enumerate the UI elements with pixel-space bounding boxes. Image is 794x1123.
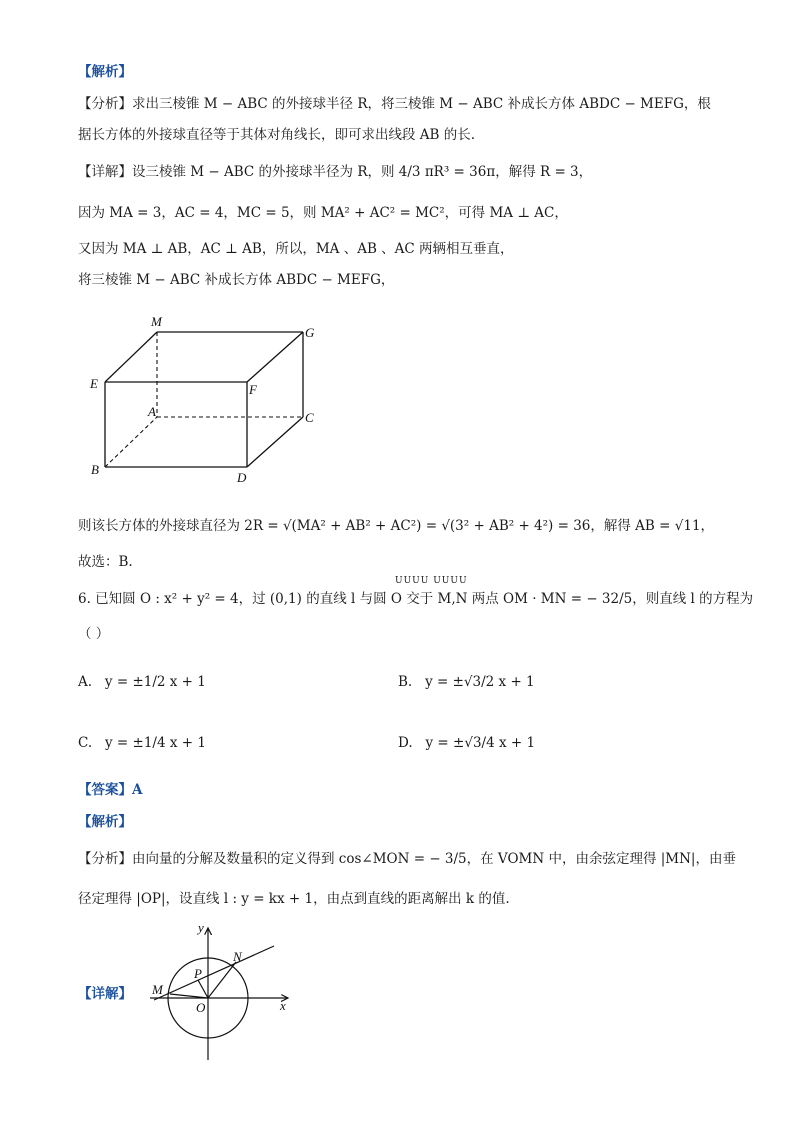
analysis-2-line-2: 径定理得 |OP|，设直线 l : y = kx + 1，由点到直线的距离解出 k 的值.: [78, 891, 510, 907]
option-a: [78, 672, 206, 692]
vertex-label-c: C: [305, 410, 314, 425]
section-label-analysis-2: 【解析】: [78, 814, 132, 830]
point-label-o: O: [196, 1000, 206, 1015]
point-label-p: P: [194, 966, 202, 981]
analysis-2-line-1: 【分析】由向量的分解及数量积的定义得到 cos∠MON = − 3/5，在 VOMN 中，由余弦定理得 |MN|，由垂: [78, 851, 736, 867]
option-b-expr: y = ±√3/2 x + 1: [425, 674, 535, 690]
section-label-detail-2: 【详解】: [78, 986, 132, 1002]
vector-arrow-marks: UUUU UUUU: [395, 576, 468, 586]
option-d: [398, 733, 535, 753]
detail-line-5: 则该长方体的外接球直径为 2R = √(MA² + AB² + AC²) = √(3² + AB² + 4²) = 36，解得 AB = √11，: [78, 518, 715, 534]
question-6-paren: （ ）: [78, 626, 110, 642]
cuboid-figure: [85, 310, 325, 490]
detail-line-2: 因为 MA = 3，AC = 4，MC = 5，则 MA² + AC² = MC²，可得 MA ⊥ AC，: [78, 205, 568, 221]
detail-line-4: 将三棱锥 M − ABC 补成长方体 ABDC − MEFG，: [78, 272, 395, 288]
option-d-label: D.: [398, 735, 413, 751]
vertex-label-e: E: [90, 376, 98, 391]
option-c-label: C.: [78, 735, 93, 751]
circle-figure: [140, 920, 300, 1065]
question-6-stem: 6. 已知圆 O : x² + y² = 4，过 (0,1) 的直线 l 与圆 O 交于 M,N 两点 OM · MN = − 32/5，则直线 l 的方程为: [78, 591, 754, 607]
point-label-n: N: [233, 949, 242, 964]
option-b-label: B.: [398, 674, 413, 690]
axis-label-y: y: [198, 920, 204, 935]
option-b: [398, 672, 535, 692]
detail-line-6: 故选：B.: [78, 554, 133, 570]
vertex-label-m: M: [151, 314, 162, 329]
option-a-label: A.: [78, 674, 93, 690]
vertex-label-f: F: [249, 382, 257, 397]
section-label-analysis: 【解析】: [78, 64, 132, 80]
vertex-label-b: B: [91, 462, 99, 477]
detail-line-3: 又因为 MA ⊥ AB，AC ⊥ AB，所以，MA 、AB 、AC 两辆相互垂直，: [78, 241, 514, 257]
vertex-label-a: A: [148, 404, 156, 419]
section-label-answer: 【答案】A: [78, 782, 143, 798]
option-d-expr: y = ±√3/4 x + 1: [425, 735, 536, 751]
analysis-line-1: 【分析】求出三棱锥 M − ABC 的外接球半径 R，将三棱锥 M − ABC 补成长方体 ABDC − MEFG，根: [78, 96, 711, 112]
point-label-m: M: [152, 982, 163, 997]
vertex-label-g: G: [305, 325, 315, 340]
option-a-expr: y = ±1/2 x + 1: [104, 674, 206, 690]
axis-label-x: x: [280, 998, 286, 1013]
option-c-expr: y = ±1/4 x + 1: [105, 735, 206, 751]
detail-line-1: 【详解】设三棱锥 M − ABC 的外接球半径为 R，则 4/3 πR³ = 36π，解得 R = 3，: [78, 164, 593, 180]
option-c: [78, 733, 206, 753]
vertex-label-d: D: [237, 470, 247, 485]
analysis-line-2: 据长方体的外接球直径等于其体对角线长，即可求出线段 AB 的长.: [78, 127, 476, 143]
